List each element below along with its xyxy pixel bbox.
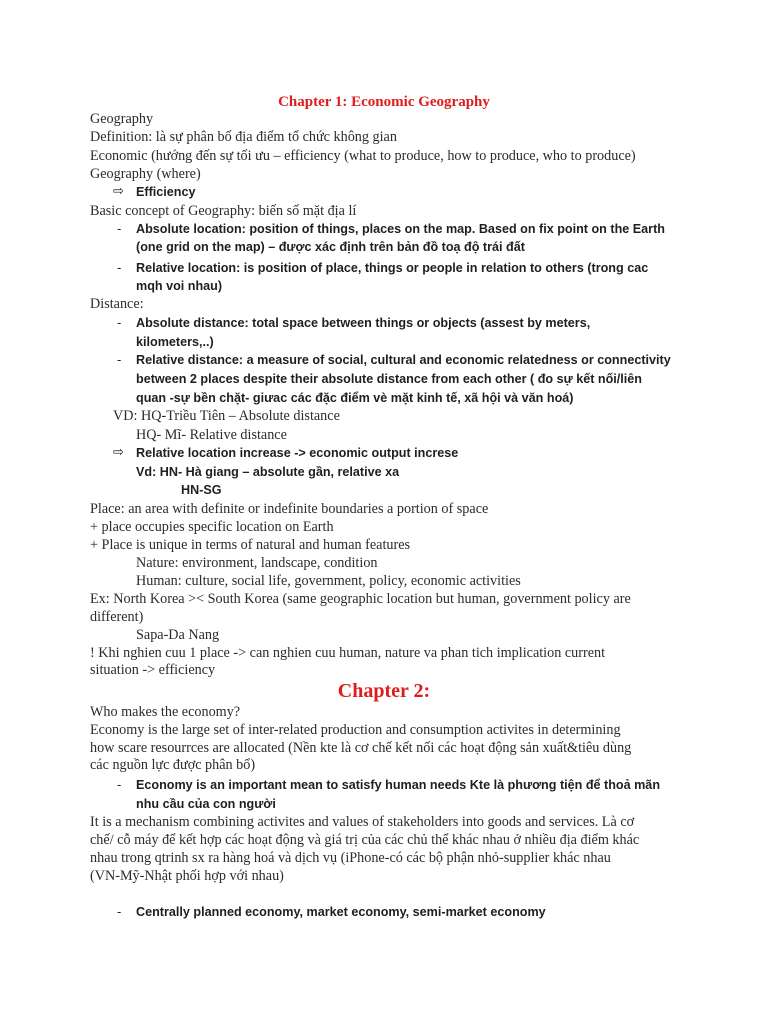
text-line: Vd: HN- Hà giang – absolute gần, relative xa: [136, 465, 400, 479]
dash-bullet: -: [117, 352, 122, 367]
text-line: HQ- Mĩ- Relative distance: [136, 427, 287, 443]
text-line: Human: culture, social life, government, policy, economic activities: [136, 573, 521, 589]
text-line: kilometers,..): [136, 335, 214, 349]
dash-bullet: -: [117, 260, 122, 275]
text-line: nhu cầu của con người: [136, 797, 276, 811]
text-line: Nature: environment, landscape, condition: [136, 555, 378, 571]
dash-bullet: -: [117, 221, 122, 236]
text-line: nhau trong qtrinh sx ra hàng hoá và dịch vụ (iPhone-có các bộ phận nhỏ-supplier khác nhau: [90, 850, 611, 866]
text-line: quan -sự bền chặt- giưac các đặc điểm vè mặt kinh tế, xã hội và văn hoá): [136, 391, 574, 405]
text-line: Centrally planned economy, market economy, semi-market economy: [136, 905, 546, 919]
text-line: how scare resourrces are allocated (Nền kte là cơ chế kết nối các hoạt động sản xuất&tiêu dùng: [90, 740, 632, 756]
chapter-2-title: Chapter 2:: [337, 680, 431, 702]
text-line: Efficiency: [136, 185, 196, 199]
text-line: Absolute distance: total space between things or objects (assest by meters,: [136, 316, 591, 330]
text-line: Relative location: is position of place, things or people in relation to others (trong cac: [136, 261, 649, 275]
text-line: Economy is the large set of inter-related production and consumption activites in determining: [90, 722, 621, 738]
text-line: chế/ cỗ máy để kết hợp các hoạt động và giá trị của các chủ thể khác nhau ở nhiều địa điểm khác: [90, 832, 640, 848]
text-line: Distance:: [90, 296, 144, 312]
dash-bullet: -: [117, 904, 122, 919]
text-line: + Place is unique in terms of natural and human features: [90, 537, 411, 553]
text-line: Basic concept of Geography: biến số mặt địa lí: [90, 203, 357, 219]
text-line: Economic (hướng đến sự tối ưu – efficiency (what to produce, how to produce, who to produce): [90, 148, 636, 164]
text-line: Geography: [90, 111, 154, 127]
text-line: các nguồn lực được phân bổ): [90, 757, 256, 773]
text-line: different): [90, 609, 144, 625]
text-line: situation -> efficiency: [90, 662, 216, 678]
text-line: Sapa-Da Nang: [136, 627, 220, 643]
arrow-bullet-icon: ⇨: [113, 445, 124, 460]
text-line: Relative distance: a measure of social, cultural and economic relatedness or connectivity: [136, 353, 671, 367]
text-line: Absolute location: position of things, places on the map. Based on fix point on the Earth: [136, 222, 665, 236]
text-line: (one grid on the map) – được xác định trên bản đồ toạ độ trái đất: [136, 240, 525, 254]
text-line: Ex: North Korea >< South Korea (same geographic location but human, government policy are: [90, 591, 631, 607]
text-line: Definition: là sự phân bố địa điểm tổ chức không gian: [90, 129, 397, 145]
text-line: VD: HQ-Triều Tiên – Absolute distance: [113, 408, 340, 424]
text-line: between 2 places despite their absolute distance from each other ( đo sự kết nối/liên: [136, 372, 643, 386]
chapter-1-title: Chapter 1: Economic Geography: [278, 94, 490, 110]
text-line: Geography (where): [90, 166, 201, 182]
text-line: It is a mechanism combining activites and values of stakeholders into goods and services. Là cơ: [90, 814, 635, 830]
dash-bullet: -: [117, 315, 122, 330]
text-line: Who makes the economy?: [90, 704, 241, 720]
text-line: ! Khi nghien cuu 1 place -> can nghien cuu human, nature va phan tich implication current: [90, 645, 606, 661]
dash-bullet: -: [117, 777, 122, 792]
text-line: (VN-Mỹ-Nhật phối hợp với nhau): [90, 868, 284, 884]
text-line: Place: an area with definite or indefinite boundaries a portion of space: [90, 501, 489, 517]
arrow-bullet-icon: ⇨: [113, 184, 124, 199]
text-line: Relative location increase -> economic output increse: [136, 446, 459, 460]
text-line: Economy is an important mean to satisfy human needs Kte là phương tiện để thoả mãn: [136, 778, 661, 792]
text-line: mqh voi nhau): [136, 279, 223, 293]
text-line: + place occupies specific location on Earth: [90, 519, 334, 535]
text-line: HN-SG: [181, 483, 222, 497]
